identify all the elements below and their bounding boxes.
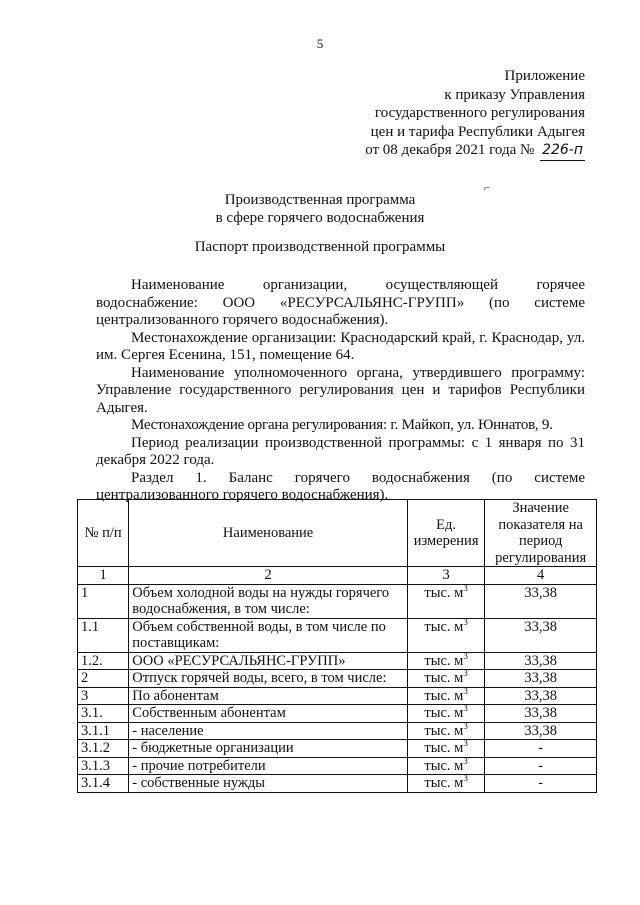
unit-base: тыс. м (424, 670, 464, 686)
balance-table (77, 499, 597, 793)
row-unit (407, 652, 484, 670)
appendix-line: к приказу Управления (444, 86, 585, 103)
row-num: 1 (78, 584, 129, 618)
unit-power: 3 (463, 738, 468, 749)
unit-power: 3 (463, 582, 468, 593)
row-unit (407, 584, 484, 618)
row-value: 33,38 (485, 670, 597, 688)
row-name: Отпуск горячей воды, всего, в том числе: (129, 670, 408, 688)
row-value: 33,38 (485, 584, 597, 618)
row-num: 1.1 (78, 618, 129, 652)
header-value: Значение показателя на период регулирования (485, 500, 597, 567)
unit-base: тыс. м (424, 740, 464, 756)
paragraph-authority-location: Местонахождение органа регулирования: г. Майкоп, ул. Юннатов, 9. (131, 417, 553, 433)
row-value: 33,38 (485, 722, 597, 740)
scan-mark: ⌐ (483, 182, 491, 195)
unit-power: 3 (463, 720, 468, 731)
unit-base: тыс. м (424, 584, 464, 601)
row-value: 33,38 (485, 652, 597, 670)
appendix-block (365, 67, 585, 161)
column-number-row (78, 567, 597, 585)
appendix-date-line (365, 141, 585, 161)
header-name: Наименование (129, 500, 408, 567)
column-number: 3 (407, 567, 484, 585)
row-unit (407, 687, 484, 705)
table-body (78, 584, 597, 792)
column-number: 1 (78, 567, 129, 585)
row-name: - прочие потребители (129, 757, 408, 775)
column-number: 2 (129, 567, 408, 585)
unit-base: тыс. м (424, 757, 464, 774)
row-unit (407, 722, 484, 740)
row-unit (407, 618, 484, 652)
table-row (78, 584, 597, 618)
row-name: - бюджетные организации (129, 740, 408, 758)
row-unit (407, 740, 484, 758)
table-row (78, 670, 597, 688)
row-value: - (485, 740, 597, 758)
program-title (0, 192, 640, 227)
program-title-line: Производственная программа (224, 192, 416, 208)
column-number: 4 (485, 567, 597, 585)
unit-power: 3 (463, 773, 468, 784)
paragraph-location: Местонахождение организации: Краснодарский край, г. Краснодар, ул. им. Сергея Есенина, 151, помещение 64. (96, 329, 585, 363)
passport-title: Паспорт производственной программы (194, 239, 446, 255)
order-number-handwritten: 226-п (540, 141, 585, 161)
table-row (78, 618, 597, 652)
section-title: Раздел 1. Баланс горячего водоснабжения (по системе централизованного горячего водоснабжения). (96, 469, 585, 503)
row-value: 33,38 (485, 618, 597, 652)
row-value: - (485, 757, 597, 775)
table-row (78, 705, 597, 723)
unit-power: 3 (463, 650, 468, 661)
paragraph-organization: Наименование организации, осуществляющей горячее водоснабжение: ООО «РЕСУРСАЛЬЯНС-ГРУПП» (по системе централизованного горячего водоснабжения). (96, 277, 585, 328)
table-header-row (78, 500, 597, 567)
unit-power: 3 (463, 703, 468, 714)
appendix-line: Приложение (504, 68, 585, 84)
row-num: 3 (78, 687, 129, 705)
row-num: 2 (78, 670, 129, 688)
unit-base: тыс. м (424, 705, 464, 721)
row-name: Объем собственной воды, в том числе по поставщикам: (129, 618, 408, 652)
row-unit (407, 775, 484, 793)
table-row (78, 775, 597, 793)
unit-power: 3 (463, 755, 468, 766)
row-value: - (485, 775, 597, 793)
appendix-date-text: от 08 декабря 2021 года № (365, 142, 535, 158)
paragraph-period: Период реализации производственной программы: с 1 января по 31 декабря 2022 года. (96, 434, 585, 468)
table-row (78, 740, 597, 758)
row-num: 3.1.2 (78, 740, 129, 758)
row-value: 33,38 (485, 687, 597, 705)
unit-base: тыс. м (424, 652, 464, 669)
row-name: Собственным абонентам (129, 705, 408, 723)
row-value: 33,38 (485, 705, 597, 723)
row-num: 3.1.4 (78, 775, 129, 793)
row-name: - население (129, 722, 408, 740)
row-num: 3.1.1 (78, 722, 129, 740)
page-number: 5 (316, 36, 324, 51)
row-num: 1.2. (78, 652, 129, 670)
appendix-line: государственного регулирования (374, 105, 585, 121)
unit-base: тыс. м (424, 722, 464, 739)
table-row (78, 757, 597, 775)
table-row (78, 722, 597, 740)
row-name: ООО «РЕСУРСАЛЬЯНС-ГРУПП» (129, 652, 408, 670)
unit-base: тыс. м (424, 687, 464, 704)
appendix-line: цен и тарифа Республики Адыгея (370, 123, 585, 140)
passport-body (96, 277, 585, 505)
unit-power: 3 (463, 616, 468, 627)
unit-power: 3 (463, 685, 468, 696)
row-name: Объем холодной воды на нужды горячего водоснабжения, в том числе: (129, 584, 408, 618)
header-num: № п/п (78, 500, 129, 567)
row-unit (407, 670, 484, 688)
row-num: 3.1. (78, 705, 129, 723)
unit-base: тыс. м (424, 775, 464, 791)
row-name: По абонентам (129, 687, 408, 705)
header-unit: Ед. измерения (407, 500, 484, 567)
row-unit (407, 705, 484, 723)
unit-power: 3 (463, 668, 468, 679)
paragraph-authority: Наименование уполномоченного органа, утвердившего программу: Управление государственного регулирования цен и тарифов Республики Адыгея. (96, 364, 585, 416)
row-name: - собственные нужды (129, 775, 408, 793)
unit-base: тыс. м (424, 618, 464, 635)
row-unit (407, 757, 484, 775)
program-title-line: в сфере горячего водоснабжения (215, 209, 425, 226)
table-row (78, 652, 597, 670)
row-num: 3.1.3 (78, 757, 129, 775)
table-row (78, 687, 597, 705)
